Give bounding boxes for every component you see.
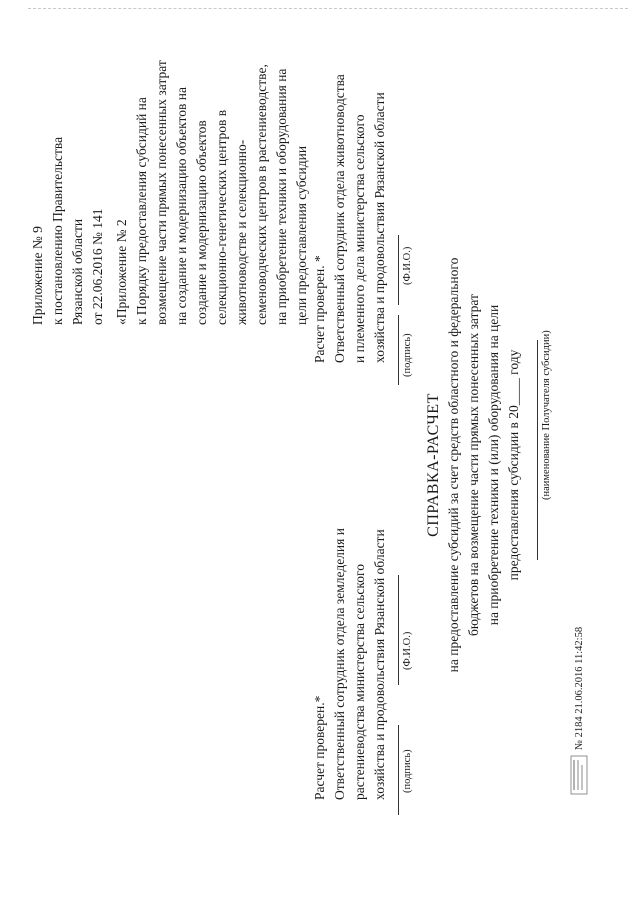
signature-line xyxy=(398,315,399,385)
order-line: на создание и модернизацию объектов на xyxy=(174,87,189,325)
appendix-line: к постановлению Правительства xyxy=(50,136,65,325)
recipient-caption: (наименование Получателя субсидии) xyxy=(541,330,552,500)
order-line: на приобретение техники и оборудования на xyxy=(274,68,289,325)
check-block-crops xyxy=(310,528,390,800)
appendix-line: от 22.06.2016 № 141 xyxy=(90,208,105,325)
order-line: селекционно-генетических центров в xyxy=(214,109,229,325)
check-line: Ответственный сотрудник отдела земледелия и xyxy=(332,528,347,800)
order-line: к Порядку предоставления субсидий на xyxy=(134,97,149,325)
check-line: хозяйства и продовольствия Рязанской области xyxy=(372,92,387,363)
appendix-block xyxy=(28,137,108,325)
recipient-line xyxy=(537,340,538,560)
check-heading: Расчет проверен. * xyxy=(312,255,327,363)
order-line: «Приложение № 2 xyxy=(114,219,129,325)
signature-caption: (подпись) xyxy=(402,333,413,377)
fio-caption: (Ф.И.О.) xyxy=(402,631,413,670)
title-line: бюджетов на возмещение части прямых понесенных затрат xyxy=(466,294,481,636)
title-block xyxy=(424,245,524,685)
order-line: животноводстве и селекционно- xyxy=(234,139,249,325)
order-reference-block xyxy=(112,60,312,325)
signature-caption: (подпись) xyxy=(402,749,413,793)
appendix-line: Приложение № 9 xyxy=(30,226,45,325)
fio-line xyxy=(398,235,399,305)
registration-stamp: № 2184 21.06.2016 11:42:58 xyxy=(574,626,585,750)
check-heading: Расчет проверен.* xyxy=(312,695,327,800)
title-line: на приобретение техники и (или) оборудования на цели xyxy=(486,304,501,626)
title-line: предоставления субсидии в 20____ году xyxy=(506,349,521,581)
check-line: растениеводства министерства сельского xyxy=(352,564,367,800)
order-line: семеноводческих центров в растениеводстве, xyxy=(254,64,269,325)
fio-caption: (Ф.И.О.) xyxy=(402,246,413,285)
check-line: Ответственный сотрудник отдела животноводства xyxy=(332,74,347,363)
fio-line xyxy=(398,575,399,685)
check-line: хозяйства и продовольствия Рязанской области xyxy=(372,529,387,800)
barcode-stamp-icon xyxy=(570,755,588,795)
check-line: и племенного дела министерства сельского xyxy=(352,114,367,363)
order-line: цели предоставления субсидии xyxy=(294,145,309,325)
document-title: СПРАВКА-РАСЧЕТ xyxy=(425,393,442,537)
signature-line xyxy=(398,725,399,815)
order-line: возмещение части прямых понесенных затрат xyxy=(154,60,169,325)
check-block-livestock xyxy=(310,74,390,363)
title-line: на предоставление субсидий за счет средств областного и федерального xyxy=(446,257,461,673)
appendix-line: Рязанской области xyxy=(70,218,85,325)
order-line: создание и модернизацию объектов xyxy=(194,120,209,325)
